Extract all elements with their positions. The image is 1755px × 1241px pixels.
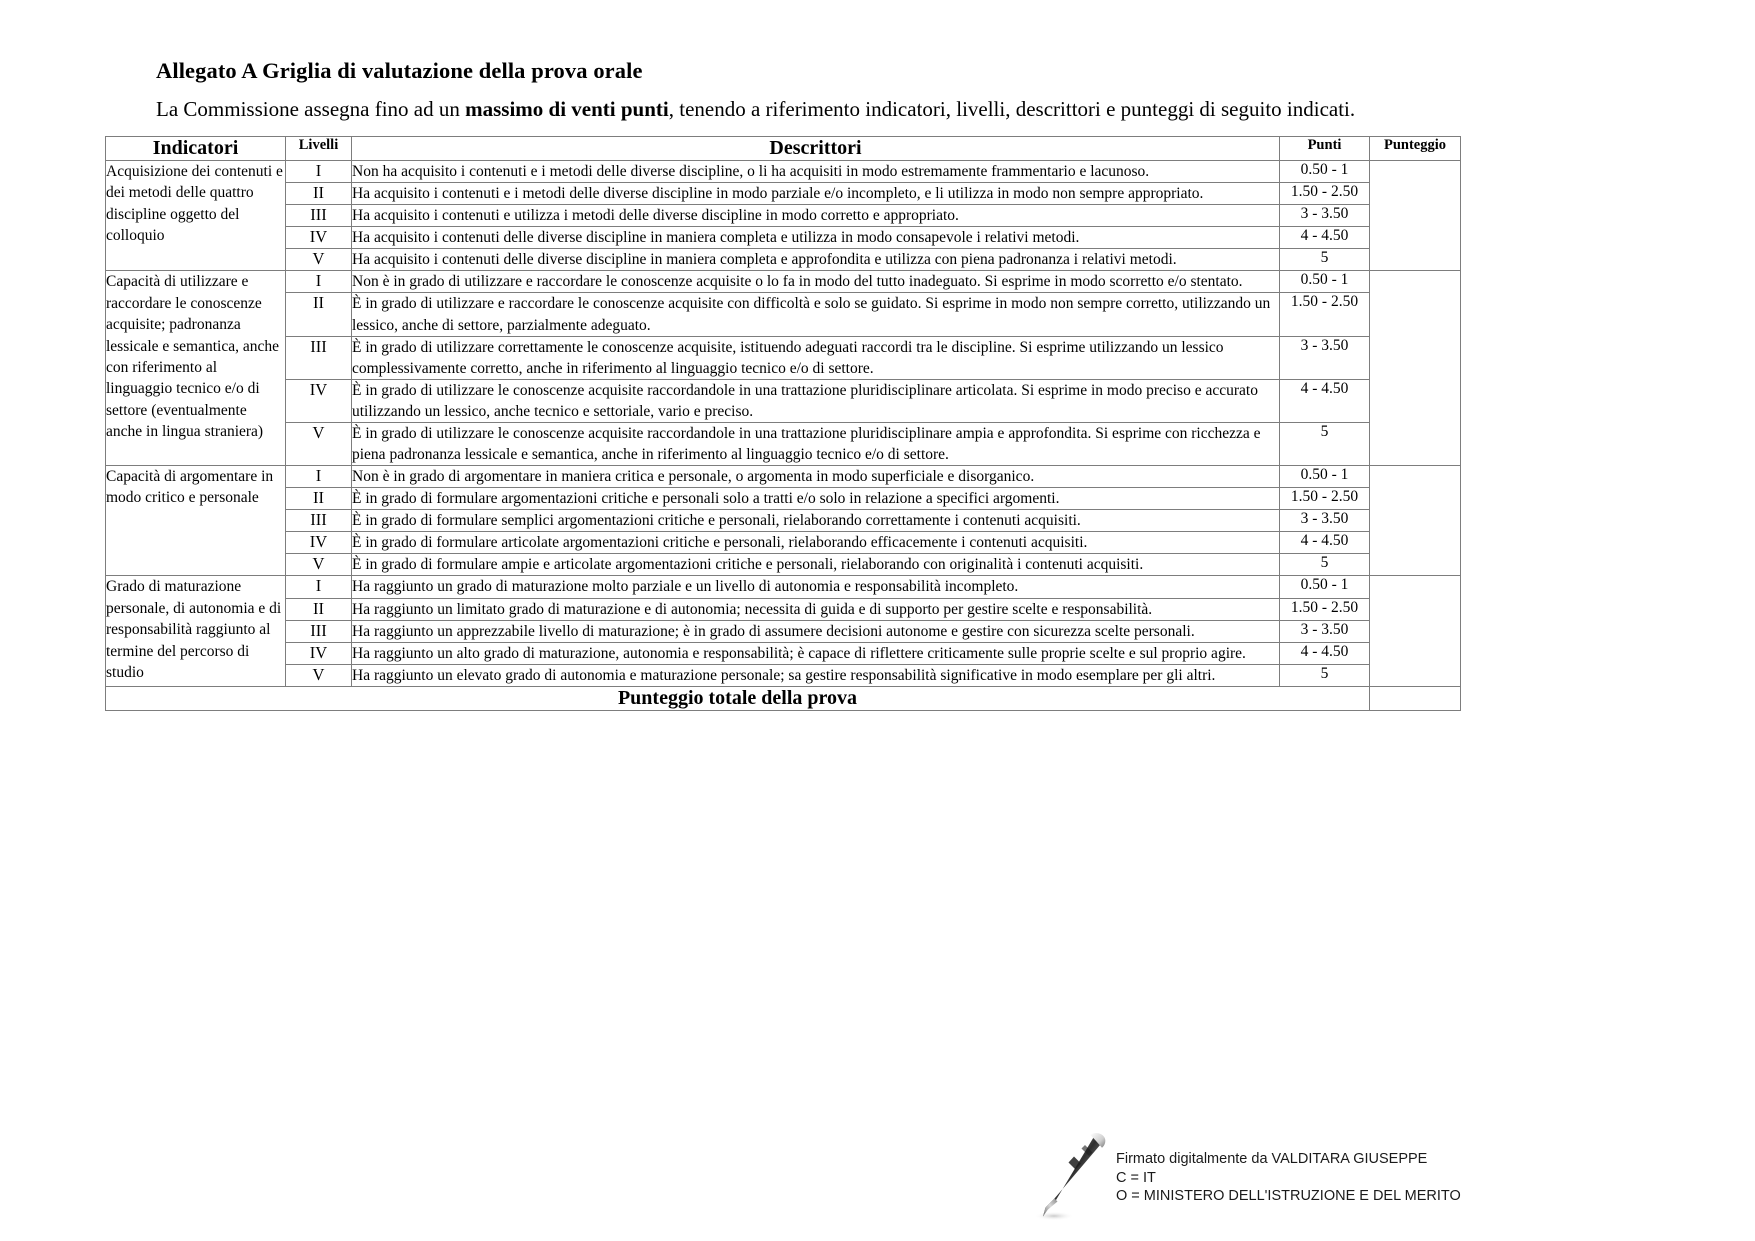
indicator-cell: Grado di maturazione personale, di autonomia e di responsabilità raggiunto al termine del percorso di studio	[106, 576, 286, 686]
descriptor-cell: Non è in grado di argomentare in maniera critica e personale, o argomenta in modo superficiale e disorganico.	[352, 466, 1280, 488]
level-cell: II	[286, 183, 352, 205]
level-cell: II	[286, 293, 352, 336]
level-cell: I	[286, 161, 352, 183]
intro-text-after: , tenendo a riferimento indicatori, livelli, descrittori e punteggi di seguito indicati.	[668, 97, 1356, 121]
level-cell: II	[286, 488, 352, 510]
table-row	[106, 620, 1461, 642]
descriptor-cell: Ha acquisito i contenuti e utilizza i metodi delle diverse discipline in modo corretto e appropriato.	[352, 205, 1280, 227]
points-cell: 3 - 3.50	[1280, 336, 1370, 379]
column-header-descrittori: Descrittori	[352, 137, 1280, 161]
table-row	[106, 466, 1461, 488]
points-cell: 1.50 - 2.50	[1280, 488, 1370, 510]
intro-paragraph	[156, 97, 1355, 122]
descriptor-cell: È in grado di utilizzare le conoscenze acquisite raccordandole in una trattazione pluridisciplinare ampia e approfondita. Si esprime con ricchezza e piena padronanza lessicale e semantica, anche in riferimento al linguaggio tecnico e/o di settore.	[352, 422, 1280, 465]
points-cell: 0.50 - 1	[1280, 271, 1370, 293]
table-row	[106, 488, 1461, 510]
descriptor-cell: È in grado di utilizzare e raccordare le conoscenze acquisite con difficoltà e solo se guidato. Si esprime in modo non sempre corretto, utilizzando un lessico, anche di settore, parzialmente adeguato.	[352, 293, 1280, 336]
points-cell: 4 - 4.50	[1280, 642, 1370, 664]
table-row	[106, 510, 1461, 532]
total-score-input-cell[interactable]	[1370, 686, 1461, 710]
table-row	[106, 205, 1461, 227]
descriptor-cell: Ha raggiunto un apprezzabile livello di maturazione; è in grado di assumere decisioni autonome e gestire con sicurezza scelte personali.	[352, 620, 1280, 642]
digital-signature-block	[1030, 1128, 1460, 1224]
points-cell: 5	[1280, 422, 1370, 465]
signature-line-country: C = IT	[1116, 1169, 1156, 1186]
score-input-cell[interactable]	[1370, 271, 1461, 466]
descriptor-cell: È in grado di utilizzare le conoscenze acquisite raccordandole in una trattazione pluridisciplinare articolata. Si esprime in modo preciso e accurato utilizzando un lessico, anche tecnico e settoriale, vario e preciso.	[352, 379, 1280, 422]
table-row	[106, 271, 1461, 293]
descriptor-cell: È in grado di formulare articolate argomentazioni critiche e personali, rielaborando efficacemente i contenuti acquisiti.	[352, 532, 1280, 554]
points-cell: 5	[1280, 554, 1370, 576]
table-row	[106, 227, 1461, 249]
table-row	[106, 293, 1461, 336]
level-cell: I	[286, 271, 352, 293]
points-cell: 1.50 - 2.50	[1280, 183, 1370, 205]
level-cell: II	[286, 598, 352, 620]
descriptor-cell: È in grado di formulare argomentazioni critiche e personali solo a tratti e/o solo in relazione a specifici argomenti.	[352, 488, 1280, 510]
table-row	[106, 532, 1461, 554]
score-input-cell[interactable]	[1370, 466, 1461, 576]
level-cell: III	[286, 620, 352, 642]
table-row	[106, 379, 1461, 422]
indicator-cell: Capacità di utilizzare e raccordare le conoscenze acquisite; padronanza lessicale e semantica, anche con riferimento al linguaggio tecnico e/o di settore (eventualmente anche in lingua straniera)	[106, 271, 286, 466]
signature-line-organization: O = MINISTERO DELL'ISTRUZIONE E DEL MERITO	[1116, 1188, 1461, 1205]
descriptor-cell: Ha raggiunto un alto grado di maturazione, autonomia e responsabilità; è capace di riflettere criticamente sulle proprie scelte e sul proprio agire.	[352, 642, 1280, 664]
points-cell: 1.50 - 2.50	[1280, 598, 1370, 620]
level-cell: IV	[286, 532, 352, 554]
signature-text	[1116, 1150, 1461, 1206]
points-cell: 3 - 3.50	[1280, 510, 1370, 532]
descriptor-cell: Ha raggiunto un elevato grado di autonomia e maturazione personale; sa gestire responsabilità significative in modo esemplare per gli altri.	[352, 664, 1280, 686]
table-header	[106, 137, 1461, 161]
points-cell: 3 - 3.50	[1280, 205, 1370, 227]
column-header-indicatori: Indicatori	[106, 137, 286, 161]
indicator-cell: Acquisizione dei contenuti e dei metodi delle quattro discipline oggetto del colloquio	[106, 161, 286, 271]
points-cell: 4 - 4.50	[1280, 532, 1370, 554]
pen-icon	[1030, 1130, 1108, 1222]
indicator-cell: Capacità di argomentare in modo critico e personale	[106, 466, 286, 576]
points-cell: 0.50 - 1	[1280, 161, 1370, 183]
points-cell: 3 - 3.50	[1280, 620, 1370, 642]
level-cell: V	[286, 554, 352, 576]
table-row	[106, 642, 1461, 664]
level-cell: III	[286, 510, 352, 532]
points-cell: 5	[1280, 249, 1370, 271]
column-header-punteggio: Punteggio	[1370, 137, 1461, 161]
descriptor-cell: Ha acquisito i contenuti delle diverse discipline in maniera completa e approfondita e utilizza con piena padronanza i relativi metodi.	[352, 249, 1280, 271]
level-cell: IV	[286, 227, 352, 249]
descriptor-cell: È in grado di formulare ampie e articolate argomentazioni critiche e personali, rielaborando con originalità i contenuti acquisiti.	[352, 554, 1280, 576]
evaluation-grid-table	[105, 136, 1461, 711]
table-row	[106, 576, 1461, 598]
column-header-livelli: Livelli	[286, 137, 352, 161]
table-row	[106, 598, 1461, 620]
score-input-cell[interactable]	[1370, 161, 1461, 271]
descriptor-cell: Ha acquisito i contenuti e i metodi delle diverse discipline in modo parziale e/o incompleto, e li utilizza in modo non sempre appropriato.	[352, 183, 1280, 205]
page-title: Allegato A Griglia di valutazione della prova orale	[156, 58, 643, 83]
table-row	[106, 249, 1461, 271]
table-row	[106, 183, 1461, 205]
level-cell: V	[286, 664, 352, 686]
table-row	[106, 664, 1461, 686]
points-cell: 4 - 4.50	[1280, 227, 1370, 249]
descriptor-cell: È in grado di formulare semplici argomentazioni critiche e personali, rielaborando correttamente i contenuti acquisiti.	[352, 510, 1280, 532]
total-row	[106, 686, 1461, 710]
table-row	[106, 554, 1461, 576]
table-row	[106, 422, 1461, 465]
descriptor-cell: Non ha acquisito i contenuti e i metodi delle diverse discipline, o li ha acquisiti in modo estremamente frammentario e lacunoso.	[352, 161, 1280, 183]
table-row	[106, 336, 1461, 379]
level-cell: I	[286, 576, 352, 598]
descriptor-cell: Ha raggiunto un grado di maturazione molto parziale e un livello di autonomia e responsabilità incompleto.	[352, 576, 1280, 598]
table-row	[106, 161, 1461, 183]
level-cell: IV	[286, 642, 352, 664]
intro-text-before: La Commissione assegna fino ad un	[156, 97, 466, 121]
level-cell: IV	[286, 379, 352, 422]
points-cell: 0.50 - 1	[1280, 576, 1370, 598]
score-input-cell[interactable]	[1370, 576, 1461, 686]
level-cell: V	[286, 249, 352, 271]
descriptor-cell: Ha raggiunto un limitato grado di maturazione e di autonomia; necessita di guida e di supporto per gestire scelte e responsabilità.	[352, 598, 1280, 620]
points-cell: 4 - 4.50	[1280, 379, 1370, 422]
intro-text-bold: massimo di venti punti	[465, 97, 669, 121]
level-cell: V	[286, 422, 352, 465]
level-cell: I	[286, 466, 352, 488]
total-label-cell: Punteggio totale della prova	[106, 686, 1370, 710]
points-cell: 1.50 - 2.50	[1280, 293, 1370, 336]
table-body	[106, 161, 1461, 711]
points-cell: 0.50 - 1	[1280, 466, 1370, 488]
points-cell: 5	[1280, 664, 1370, 686]
signature-line-signer: Firmato digitalmente da VALDITARA GIUSEPPE	[1116, 1151, 1428, 1167]
table-header-row	[106, 137, 1461, 161]
descriptor-cell: È in grado di utilizzare correttamente le conoscenze acquisite, istituendo adeguati raccordi tra le discipline. Si esprime utilizzando un lessico complessivamente corretto, anche in riferimento al linguaggio tecnico e/o di settore.	[352, 336, 1280, 379]
column-header-punti: Punti	[1280, 137, 1370, 161]
descriptor-cell: Ha acquisito i contenuti delle diverse discipline in maniera completa e utilizza in modo consapevole i relativi metodi.	[352, 227, 1280, 249]
descriptor-cell: Non è in grado di utilizzare e raccordare le conoscenze acquisite o lo fa in modo del tutto inadeguato. Si esprime in modo scorretto e/o stentato.	[352, 271, 1280, 293]
level-cell: III	[286, 336, 352, 379]
level-cell: III	[286, 205, 352, 227]
